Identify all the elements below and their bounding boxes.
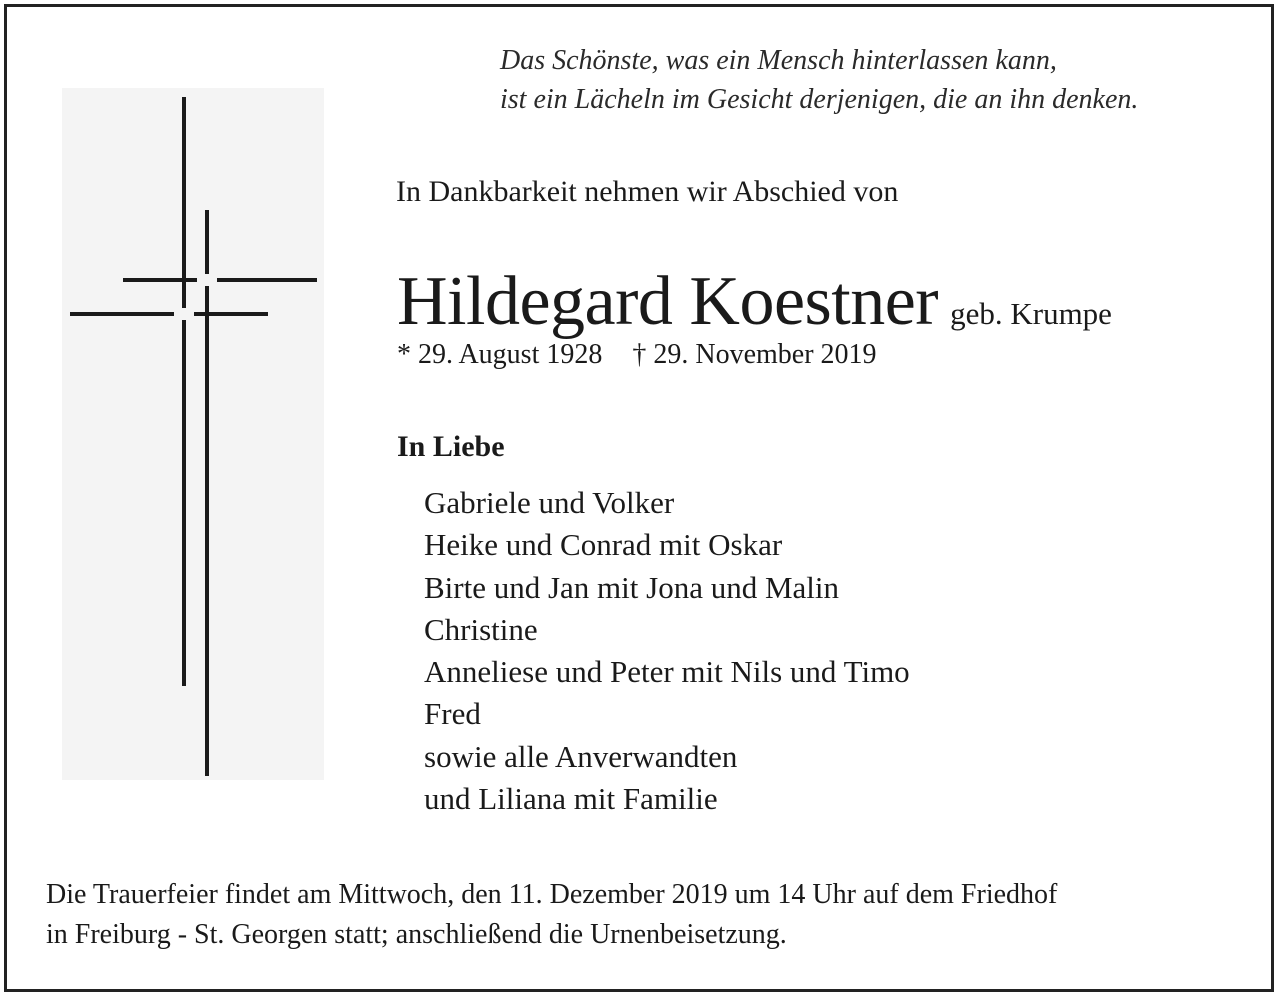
service-line-2: in Freiburg - St. Georgen statt; anschließend die Urnenbeisetzung. <box>46 919 787 950</box>
list-item: Heike und Conrad mit Oskar <box>424 527 783 563</box>
quote-line-2: ist ein Lächeln im Gesicht derjenigen, die an ihn denken. <box>500 84 1139 115</box>
memorial-quote <box>500 41 1138 119</box>
mourners-list <box>424 482 910 820</box>
list-item: Anneliese und Peter mit Nils und Timo <box>424 654 910 690</box>
service-line-1: Die Trauerfeier findet am Mittwoch, den 11. Dezember 2019 um 14 Uhr auf dem Friedhof <box>46 879 1058 910</box>
life-dates <box>397 339 877 371</box>
deceased-name-line <box>397 262 1112 342</box>
list-item: sowie alle Anverwandten <box>424 738 738 774</box>
love-heading: In Liebe <box>397 430 505 463</box>
birth-date: * 29. August 1928 <box>397 339 603 370</box>
death-date: † 29. November 2019 <box>632 339 877 370</box>
double-cross-icon <box>62 88 324 780</box>
intro-text: In Dankbarkeit nehmen wir Abschied von <box>396 175 899 208</box>
list-item: Fred <box>424 696 481 732</box>
quote-line-1: Das Schönste, was ein Mensch hinterlassen kann, <box>500 45 1057 76</box>
deceased-name: Hildegard Koestner <box>397 263 939 340</box>
birth-name: geb. Krumpe <box>950 296 1112 331</box>
service-notice <box>46 875 1057 955</box>
list-item: und Liliana mit Familie <box>424 781 718 817</box>
list-item: Gabriele und Volker <box>424 485 675 520</box>
list-item: Christine <box>424 611 538 647</box>
cross-panel <box>62 88 324 780</box>
list-item: Birte und Jan mit Jona und Malin <box>424 569 840 605</box>
